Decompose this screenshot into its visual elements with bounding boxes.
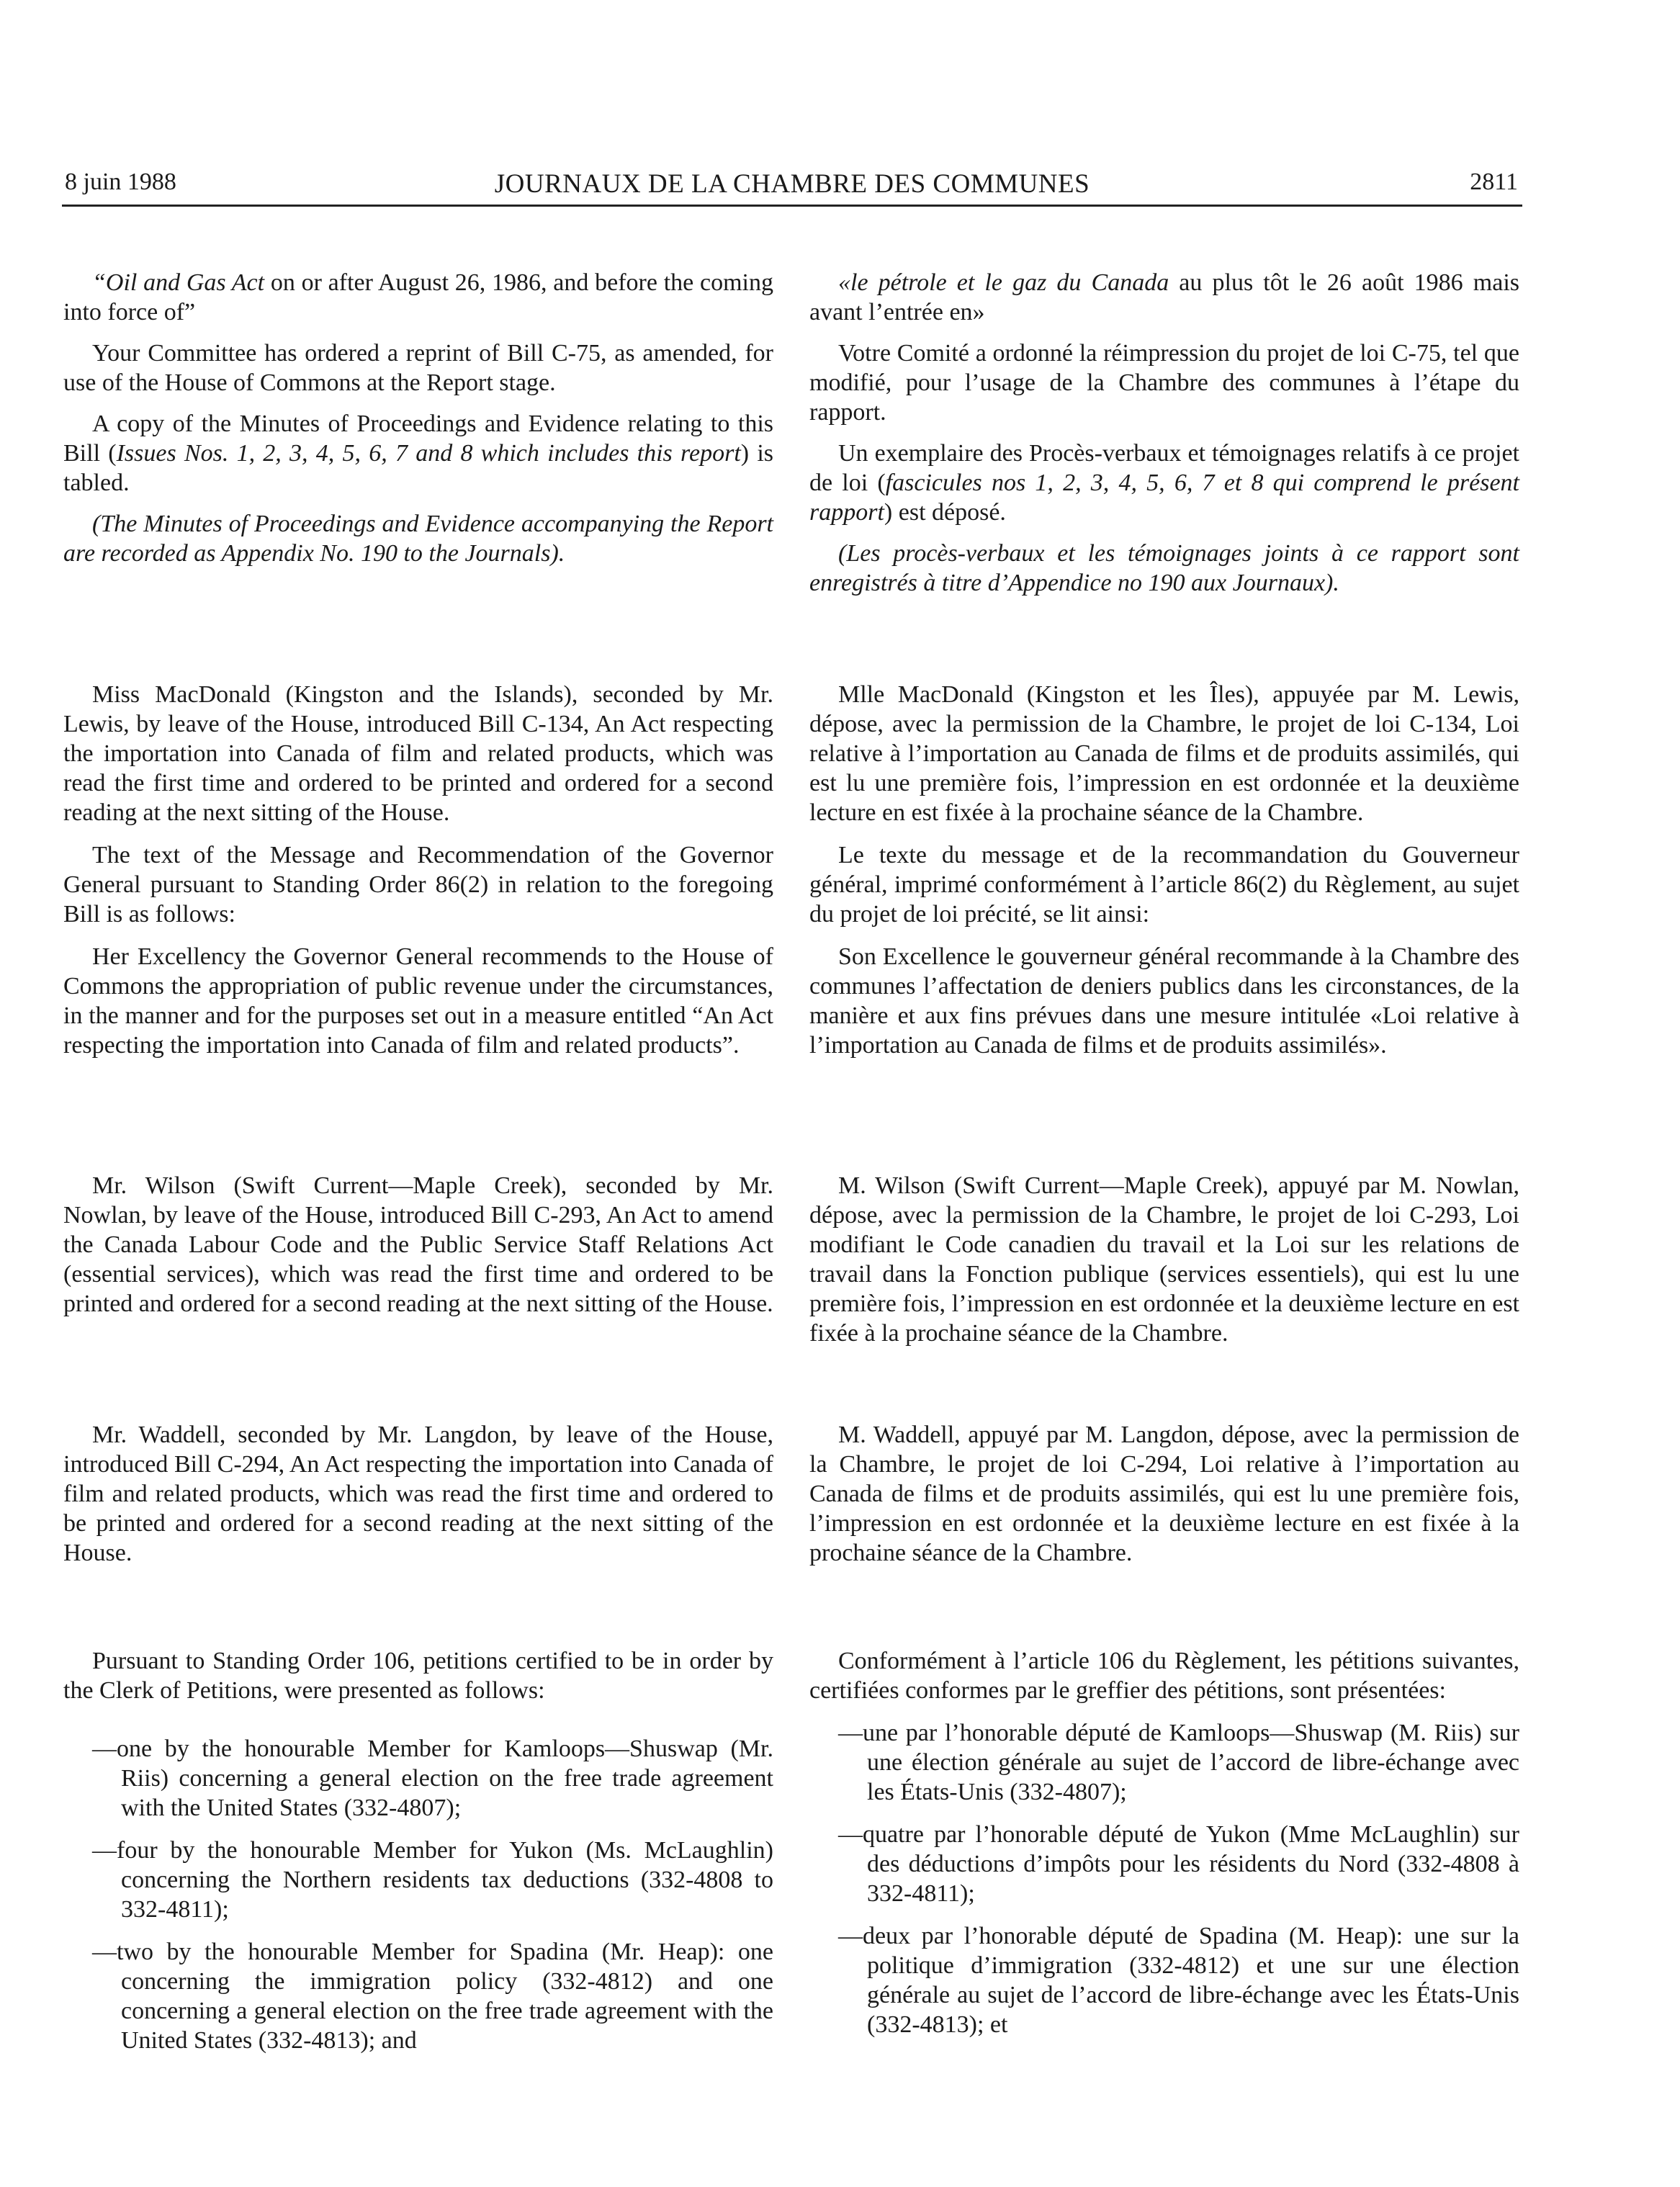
en-appendix-paragraph: (The Minutes of Proceedings and Evidence accompanying the Report are recorded as Appendix No. 190 to the Journals). (63, 511, 773, 567)
header-date: 8 juin 1988 (65, 169, 176, 195)
fr-wilson-paragraph: M. Wilson (Swift Current—Maple Creek), appuyé par M. Nowlan, dépose, avec la permission de la Chambre, le projet de loi C-293, Loi modifiant le Code canadien du travail et la Loi sur les relations de travail dans la Fonction publique (services essentiels), qui est lu une première fois, l’impression en est ordonnée et la deuxième lecture en est fixée à la prochaine séance de la Chambre. (809, 1172, 1519, 1347)
en-bill-c293-section (63, 1171, 773, 1319)
page-header (62, 167, 1522, 207)
fr-copy-italic: fascicules nos 1, 2, 3, 4, 5, 6, 7 et 8 qui comprend le présent rapport (809, 470, 1520, 526)
en-bill-c294-section (63, 1420, 773, 1568)
en-copy-a: A copy of the Minutes of Proceedings and Evidence relating to this Bill ( (63, 410, 773, 467)
fr-petitions-section (809, 1646, 1519, 2039)
en-petitions-intro: Pursuant to Standing Order 106, petitions certified to be in order by the Clerk of Petitions, were presented as follows: (63, 1648, 773, 1704)
fr-petition-item: —quatre par l’honorable député de Yukon (Mme McLaughlin) sur des déductions d’impôts pour les résidents du Nord (332-4808 à 332-4811); (838, 1821, 1519, 1907)
fr-bill-c134-section (809, 680, 1519, 1060)
en-copy-paragraph (63, 409, 773, 498)
fr-copy-a: Un exemplaire des Procès-verbaux et témoignages relatifs à ce projet de loi ( (809, 440, 1519, 496)
fr-quote-italic: «le pétrole et le gaz du Canada (838, 269, 1169, 296)
en-copy-b: ) is tabled. (63, 440, 773, 496)
fr-appendix-paragraph: (Les procès-verbaux et les témoignages joints à ce rapport sont enregistrés à titre d’Appendice no 190 aux Journaux). (809, 540, 1519, 596)
fr-message-paragraph: Le texte du message et de la recommandation du Gouverneur général, imprimé conformément à l’article 86(2) du Règlement, au sujet du projet de loi précité, se lit ainsi: (809, 842, 1519, 928)
page-number: 2811 (1470, 169, 1518, 195)
fr-excellency-paragraph: Son Excellence le gouverneur général recommande à la Chambre des communes l’affectation de deniers publics dans les circonstances, de la manière et aux fins prévues dans une mesure intitulée «Loi relative à l’importation au Canada de films et de produits assimilés». (809, 943, 1519, 1059)
header-title: JOURNAUX DE LA CHAMBRE DES COMMUNES (494, 169, 1090, 199)
en-petition-item: —two by the honourable Member for Spadina (Mr. Heap): one concerning the immigration policy (332-4812) and one concerning a general election on the free trade agreement with the United States (332-4813); and (92, 1939, 773, 2054)
en-committee-report-end (63, 268, 773, 568)
fr-waddell-paragraph: M. Waddell, appuyé par M. Langdon, dépose, avec la permission de la Chambre, le projet de loi C-294, Loi relative à l’importation au Canada de films et de produits assimilés, qui est lu une première fois, l’impression en est ordonnée et la deuxième lecture en est fixée à la prochaine séance de la Chambre. (809, 1422, 1519, 1566)
fr-committee-report-end (809, 268, 1519, 598)
en-petitions-section (63, 1646, 773, 2055)
en-reprint-paragraph: Your Committee has ordered a reprint of Bill C-75, as amended, for use of the House of Commons at the Report stage. (63, 340, 773, 396)
fr-reprint-paragraph: Votre Comité a ordonné la réimpression du projet de loi C-75, tel que modifié, pour l’usage de la Chambre des communes à l’étape du rapport. (809, 340, 1519, 426)
en-copy-italic: Issues Nos. 1, 2, 3, 4, 5, 6, 7 and 8 which includes this report (116, 440, 741, 467)
fr-petition-item: —une par l’honorable député de Kamloops—Shuswap (M. Riis) sur une élection générale au sujet de l’accord de libre-échange avec les États-Unis (332-4807); (838, 1720, 1519, 1805)
en-waddell-paragraph: Mr. Waddell, seconded by Mr. Langdon, by leave of the House, introduced Bill C-294, An Act respecting the importation into Canada of film and related products, which was read the first time and ordered to be printed and ordered for a second reading at the next sitting of the House. (63, 1422, 773, 1566)
fr-petition-item: —deux par l’honorable député de Spadina (M. Heap): une sur la politique d’immigration (332-4812) et une sur une élection générale au sujet de l’accord de libre-échange avec les États-Unis (332-4813); et (838, 1923, 1519, 2038)
en-quote-paragraph (63, 268, 773, 327)
fr-copy-paragraph (809, 439, 1519, 527)
fr-quote-rest: au plus tôt le 26 août 1986 mais avant l’entrée en» (809, 269, 1519, 325)
en-message-paragraph: The text of the Message and Recommendation of the Governor General pursuant to Standing Order 86(2) in relation to the foregoing Bill is as follows: (63, 842, 773, 928)
en-bill-c134-section (63, 680, 773, 1060)
en-petition-item: —one by the honourable Member for Kamloops—Shuswap (Mr. Riis) concerning a general election on the free trade agreement with the United States (332-4807); (92, 1735, 773, 1821)
en-wilson-paragraph: Mr. Wilson (Swift Current—Maple Creek), seconded by Mr. Nowlan, by leave of the House, introduced Bill C-293, An Act to amend the Canada Labour Code and the Public Service Staff Relations Act (essential services), which was read the first time and ordered to be printed and ordered for a second reading at the next sitting of the House. (63, 1172, 773, 1317)
fr-quote-paragraph (809, 268, 1519, 327)
fr-copy-b: ) est déposé. (884, 499, 1006, 526)
fr-bill-c293-section (809, 1171, 1519, 1348)
en-quote-italic: “Oil and Gas Act (92, 269, 265, 296)
fr-petitions-intro: Conformément à l’article 106 du Règlement, les pétitions suivantes, certifiées conformes par le greffier des pétitions, sont présentées: (809, 1648, 1519, 1704)
en-macdonald-paragraph: Miss MacDonald (Kingston and the Islands), seconded by Mr. Lewis, by leave of the House, introduced Bill C-134, An Act respecting the importation into Canada of film and related products, which was read the first time and ordered to be printed and ordered for a second reading at the next sitting of the House. (63, 681, 773, 826)
en-excellency-paragraph: Her Excellency the Governor General recommends to the House of Commons the appropriation of public revenue under the circumstances, in the manner and for the purposes set out in a measure entitled “An Act respecting the importation into Canada of film and related products”. (63, 943, 773, 1059)
fr-bill-c294-section (809, 1420, 1519, 1568)
en-petition-item: —four by the honourable Member for Yukon (Ms. McLaughlin) concerning the Northern residents tax deductions (332-4808 to 332-4811); (92, 1837, 773, 1923)
fr-macdonald-paragraph: Mlle MacDonald (Kingston et les Îles), appuyée par M. Lewis, dépose, avec la permission de la Chambre, le projet de loi C-134, Loi relative à l’importation au Canada de films et de produits assimilés, qui est lu une première fois, l’impression en est ordonnée et la deuxième lecture en est fixée à la prochaine séance de la Chambre. (809, 681, 1519, 826)
en-quote-rest: on or after August 26, 1986, and before the coming into force of” (63, 269, 773, 325)
